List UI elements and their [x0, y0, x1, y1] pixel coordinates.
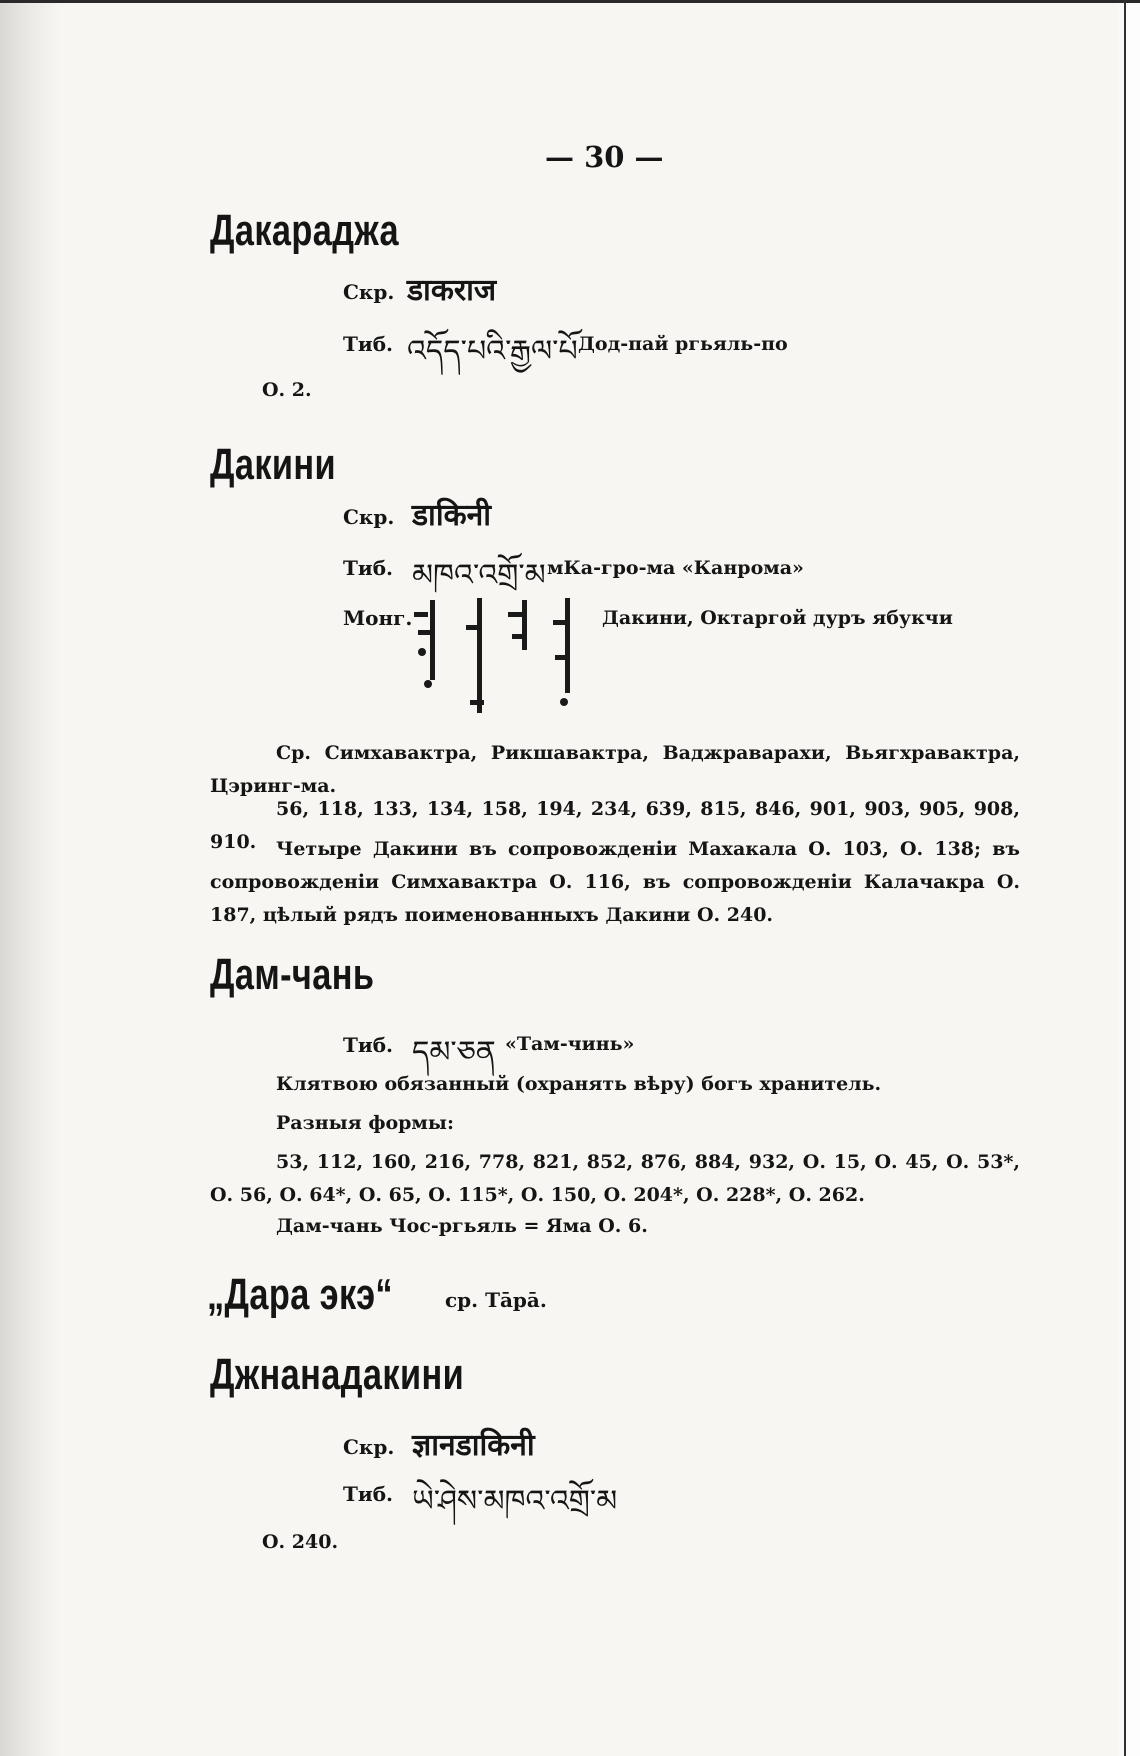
mongolian-stroke — [470, 700, 484, 705]
mongolian-stroke — [555, 655, 569, 660]
scan-border-top — [0, 0, 1140, 3]
mong-label: Монг. — [343, 606, 413, 630]
tib-label: Тиб. — [343, 556, 394, 580]
mongolian-stroke — [414, 612, 428, 617]
mongolian-stroke — [430, 600, 445, 680]
forms-heading: Разныя формы: — [276, 1112, 454, 1134]
tibetan-script: མཁའ་འགྲོ་མ — [412, 558, 546, 593]
tib-label: Тиб. — [343, 1033, 394, 1057]
tib-label: Тиб. — [343, 332, 394, 356]
tibetan-transliteration: Дод-пай ргьяль-по — [578, 333, 788, 355]
mongolian-gloss: Дакини, Октаргой дуръ ябукчи — [602, 607, 953, 629]
mongolian-stroke — [522, 600, 537, 650]
tibetan-script: དམ་ཅན — [412, 1035, 496, 1070]
entry-title-dakaradzha: Дакараджа — [210, 206, 399, 255]
figure-numbers-paragraph: 53, 112, 160, 216, 778, 821, 852, 876, 884, 932, О. 15, О. 45, О. 53*, О. 56, О. 64*, О. 65, О. 115*, О. 150, О. 204*, О. 228*, О. 262. — [210, 1151, 1020, 1206]
entry-title-dakini: Дакини — [210, 440, 336, 489]
mongolian-stroke — [565, 598, 580, 693]
mongolian-stroke — [418, 630, 432, 635]
scan-shadow-left — [0, 0, 60, 1756]
skr-label: Скр. — [343, 1435, 395, 1459]
sanskrit-script: डाकिनी — [412, 498, 492, 533]
definition-paragraph: Клятвою обязанный (охранять вѣру) богъ хранитель. — [276, 1073, 882, 1095]
mongolian-stroke — [466, 625, 480, 630]
skr-label: Скр. — [343, 505, 395, 529]
entry-title-dara-eke: „Дара экэ“ — [207, 1270, 393, 1319]
skr-label: Скр. — [343, 280, 395, 304]
entry-title-dzhnanadakini: Джнанадакини — [210, 1350, 465, 1399]
reference: О. 240. — [262, 1531, 339, 1553]
entry-title-dam-chan: Дам-чань — [210, 950, 375, 999]
mongolian-stroke — [553, 620, 567, 625]
tibetan-transliteration: мКа-гро-ма «Канрома» — [547, 557, 804, 579]
mongolian-stroke — [418, 648, 426, 656]
description-paragraph: Четыре Дакини въ сопровожденiи Махакала О. 103, О. 138; въ сопровожденiи Симхавактра О. 116, въ сопровожденiи Калачакра О. 187, цѣлый рядъ поименованныхъ Дакини О. 240. — [210, 838, 1020, 926]
scan-margin-right — [1116, 0, 1140, 1756]
tibetan-transliteration: «Там-чинь» — [505, 1033, 635, 1055]
tibetan-script: འདོད་པའི་རྒྱལ་པོ — [407, 334, 578, 369]
mongolian-stroke — [424, 680, 432, 688]
tib-label: Тиб. — [343, 1482, 394, 1506]
sanskrit-script: ज्ञानडाकिनी — [412, 1428, 535, 1463]
sanskrit-script: डाकराज — [407, 273, 497, 308]
mongolian-stroke — [477, 598, 492, 713]
reference: О. 2. — [262, 379, 312, 401]
page-number: — 30 — — [545, 140, 664, 174]
equivalence-paragraph: Дам-чань Чос-ргьяль = Яма О. 6. — [276, 1215, 648, 1237]
scan-border-right — [1124, 0, 1126, 1756]
tibetan-script: ཡེ་ཤེས་མཁའ་འགྲོ་མ — [412, 1484, 618, 1519]
see-also-reference: ср. Тāрā. — [445, 1288, 547, 1312]
mongolian-stroke — [560, 698, 568, 706]
cross-reference-paragraph: Ср. Симхавактра, Рикшавактра, Ваджраварахи, Вьягхравактра, Цэринг-ма. — [210, 742, 1020, 797]
mongolian-stroke — [508, 612, 522, 617]
figure-numbers-paragraph: 56, 118, 133, 134, 158, 194, 234, 639, 815, 846, 901, 903, 905, 908, 910. — [210, 798, 1020, 853]
mongolian-stroke — [512, 634, 526, 639]
